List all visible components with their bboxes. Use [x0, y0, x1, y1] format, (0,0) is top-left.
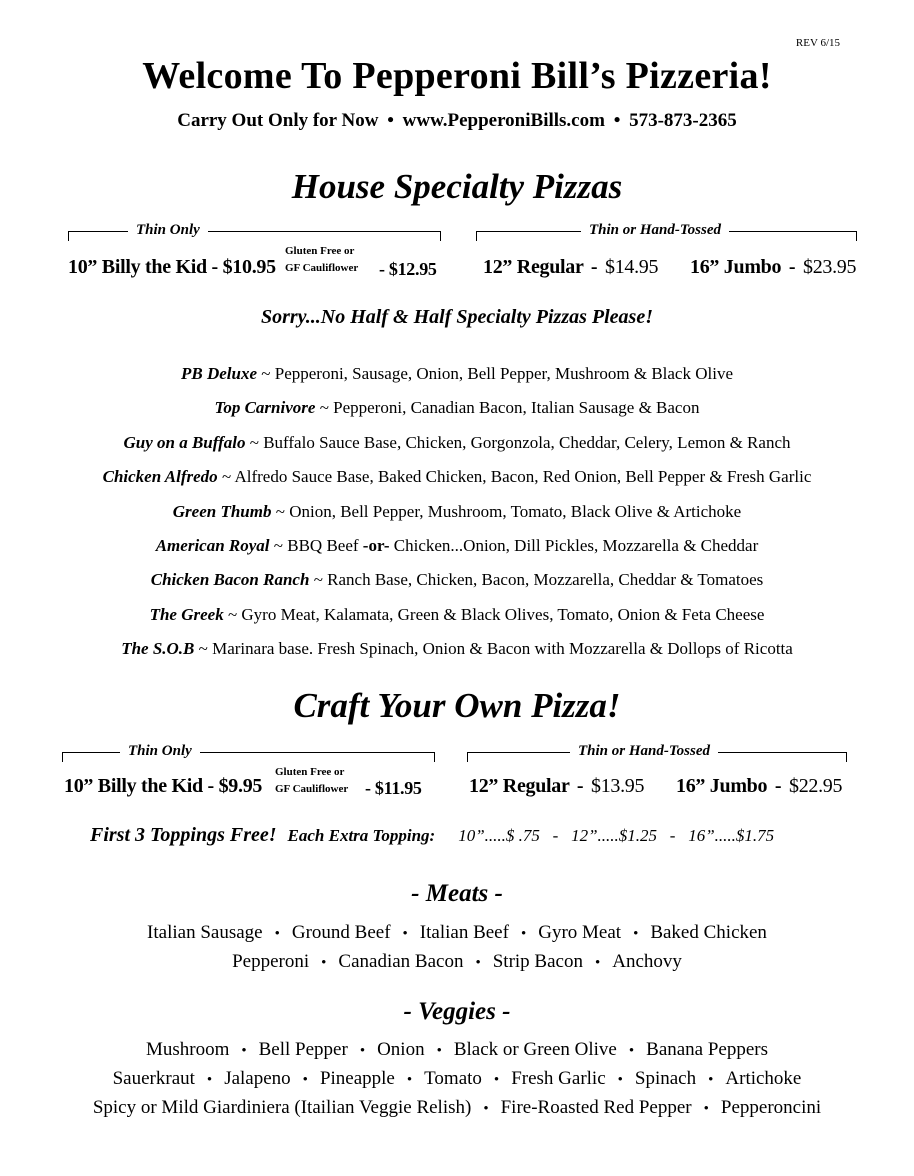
veggie-topping: Spinach	[634, 1068, 697, 1089]
thin-only-bracket	[62, 752, 435, 762]
specialty-item	[0, 502, 914, 522]
tilde-separator: ~	[319, 398, 329, 418]
tilde-separator: ~	[273, 536, 283, 555]
veggies-title: - Veggies -	[403, 998, 511, 1025]
meats-row	[0, 919, 914, 948]
bullet-separator: •	[708, 1072, 714, 1088]
thin-only-bracket	[68, 231, 441, 241]
tilde-separator: ~	[198, 639, 208, 659]
veggie-topping: Mushroom	[145, 1039, 230, 1060]
bullet-separator: •	[628, 1043, 635, 1059]
meat-topping: Gyro Meat	[538, 922, 622, 943]
specialty-item	[0, 570, 914, 590]
bullet-separator: •	[359, 1043, 366, 1059]
veggie-topping: Sauerkraut	[112, 1068, 195, 1089]
page-title: Welcome To Pepperoni Bill’s Pizzeria!	[142, 55, 772, 97]
contact-line	[0, 110, 914, 132]
specialty-description: Ranch Base, Chicken, Bacon, Mozzarella, Cheddar & Tomatoes	[327, 570, 764, 590]
no-half-half-notice: Sorry...No Half & Half Specialty Pizzas Please!	[260, 306, 653, 328]
meat-topping: Italian Sausage	[147, 922, 263, 943]
specialty-name: The S.O.B	[121, 639, 195, 659]
house-kid-price: 10” Billy the Kid - $10.95	[68, 256, 276, 278]
veggies-row	[0, 1065, 914, 1094]
craft-gluten-free-price: - $11.95	[365, 778, 422, 798]
tilde-separator: ~	[275, 501, 285, 521]
bullet-separator: •	[436, 1043, 442, 1059]
house-gluten-free-price: - $12.95	[379, 259, 437, 279]
veggies-list	[0, 1036, 914, 1123]
bullet-separator: •	[594, 955, 601, 971]
separator-dot: •	[387, 110, 394, 131]
bullet-separator: •	[302, 1072, 308, 1088]
bullet-separator: •	[520, 926, 527, 942]
specialty-description: Alfredo Sauce Base, Baked Chicken, Bacon, Red Onion, Bell Pepper & Fresh Garlic	[234, 467, 812, 487]
meat-topping: Italian Beef	[419, 922, 509, 943]
thin-only-label: Thin Only	[128, 222, 208, 239]
specialty-name: Chicken Alfredo	[102, 467, 218, 487]
phone-number[interactable]: 573-873-2365	[629, 110, 737, 131]
craft-gluten-free-label: Gluten Free or GF Cauliflower	[275, 766, 349, 795]
specialty-description: Gyro Meat, Kalamata, Green & Black Olives, Tomato, Onion & Feta Cheese	[241, 604, 765, 624]
meat-topping: Baked Chicken	[650, 922, 767, 943]
specialty-description: BBQ Beef	[287, 536, 359, 555]
bullet-separator: •	[206, 1072, 213, 1088]
free-toppings-text: First 3 Toppings Free!	[90, 824, 277, 846]
tilde-separator: ~	[261, 364, 271, 383]
bullet-separator: •	[241, 1043, 247, 1059]
website-link[interactable]: www.PepperoniBills.com	[402, 110, 605, 131]
specialty-description: Pepperoni, Canadian Bacon, Italian Sausage & Bacon	[333, 398, 700, 418]
specialty-item	[0, 364, 914, 384]
bullet-separator: •	[633, 926, 639, 942]
specialty-description: Chicken...Onion, Dill Pickles, Mozzarella & Cheddar	[393, 536, 759, 555]
meat-topping: Ground Beef	[291, 922, 391, 943]
veggie-topping: Pineapple	[319, 1068, 395, 1089]
tilde-separator: ~	[313, 570, 323, 590]
specialty-name: PB Deluxe	[181, 364, 258, 383]
veggie-topping: Jalapeno	[224, 1068, 291, 1089]
bullet-separator: •	[493, 1072, 500, 1088]
specialty-name: Guy on a Buffalo	[123, 432, 246, 452]
meat-topping: Pepperoni	[232, 951, 310, 972]
bullet-separator: •	[321, 955, 327, 971]
specialty-name: Green Thumb	[172, 501, 272, 521]
meat-topping: Strip Bacon	[492, 951, 583, 972]
specialty-name: Top Carnivore	[214, 398, 316, 418]
craft-kid-price: 10” Billy the Kid - $9.95	[64, 775, 263, 797]
or-text: -or-	[362, 536, 390, 555]
specialty-name: Chicken Bacon Ranch	[150, 570, 310, 590]
house-jumbo-price: 16” Jumbo - $23.95	[690, 256, 857, 278]
bullet-separator: •	[703, 1101, 709, 1117]
carryout-text: Carry Out Only for Now	[177, 110, 379, 131]
veggie-topping: Tomato	[424, 1068, 482, 1089]
craft-your-own-title: Craft Your Own Pizza!	[293, 686, 621, 725]
specialty-name: American Royal	[155, 536, 270, 555]
specialty-description: Buffalo Sauce Base, Chicken, Gorgonzola, Cheddar, Celery, Lemon & Ranch	[263, 432, 791, 452]
specialty-description: Onion, Bell Pepper, Mushroom, Tomato, Black Olive & Artichoke	[289, 501, 742, 521]
veggie-topping: Bell Pepper	[258, 1039, 348, 1060]
specialty-description: Marinara base. Fresh Spinach, Onion & Bacon with Mozzarella & Dollops of Ricotta	[212, 639, 793, 659]
specialty-item	[0, 605, 914, 625]
specialty-description: Pepperoni, Sausage, Onion, Bell Pepper, Mushroom & Black Olive	[274, 364, 733, 383]
bullet-separator: •	[475, 955, 481, 971]
craft-regular-price: 12” Regular - $13.95	[469, 775, 645, 797]
tilde-separator: ~	[221, 467, 232, 487]
topping-pricing-line	[90, 824, 774, 847]
separator-dot: •	[613, 110, 621, 131]
bullet-separator: •	[617, 1072, 623, 1088]
hand-tossed-label: Thin or Hand-Tossed	[581, 222, 729, 239]
specialty-item	[0, 536, 914, 556]
bullet-separator: •	[406, 1072, 413, 1088]
craft-jumbo-price: 16” Jumbo - $22.95	[676, 775, 843, 797]
meat-topping: Canadian Bacon	[338, 951, 464, 972]
house-regular-price: 12” Regular - $14.95	[483, 256, 659, 278]
bullet-separator: •	[274, 926, 280, 942]
veggie-topping: Black or Green Olive	[453, 1039, 617, 1060]
extra-topping-label: Each Extra Topping:	[287, 826, 436, 845]
specialty-item	[0, 639, 914, 659]
specialty-item	[0, 467, 914, 487]
specialty-item	[0, 398, 914, 418]
veggie-topping: Banana Peppers	[646, 1039, 769, 1060]
thin-only-label: Thin Only	[120, 743, 200, 760]
specialty-name: The Greek	[149, 604, 224, 624]
house-specialty-title: House Specialty Pizzas	[291, 167, 623, 206]
veggie-topping: Spicy or Mild Giardiniera (Itailian Veggie Relish)	[92, 1097, 472, 1118]
tilde-separator: ~	[227, 604, 238, 624]
extra-topping-prices: 10”.....$ .75 - 12”.....$1.25 - 16”.....$1.75	[458, 826, 775, 845]
veggies-row	[0, 1094, 914, 1123]
veggie-topping: Fresh Garlic	[511, 1068, 606, 1089]
house-gluten-free-label: Gluten Free or GF Cauliflower	[285, 245, 359, 274]
bullet-separator: •	[483, 1101, 489, 1117]
veggies-row	[0, 1036, 914, 1065]
meats-row	[0, 948, 914, 977]
bullet-separator: •	[402, 926, 408, 942]
meats-list	[0, 919, 914, 977]
veggie-topping: Pepperoncini	[720, 1097, 822, 1118]
specialty-item	[0, 433, 914, 453]
meats-title: - Meats -	[411, 880, 503, 907]
hand-tossed-label: Thin or Hand-Tossed	[570, 743, 718, 760]
revision-label: REV 6/15	[795, 37, 840, 49]
tilde-separator: ~	[249, 432, 259, 452]
veggie-topping: Artichoke	[725, 1068, 802, 1089]
veggie-topping: Fire-Roasted Red Pepper	[500, 1097, 692, 1118]
veggie-topping: Onion	[377, 1039, 425, 1060]
meat-topping: Anchovy	[612, 951, 682, 972]
